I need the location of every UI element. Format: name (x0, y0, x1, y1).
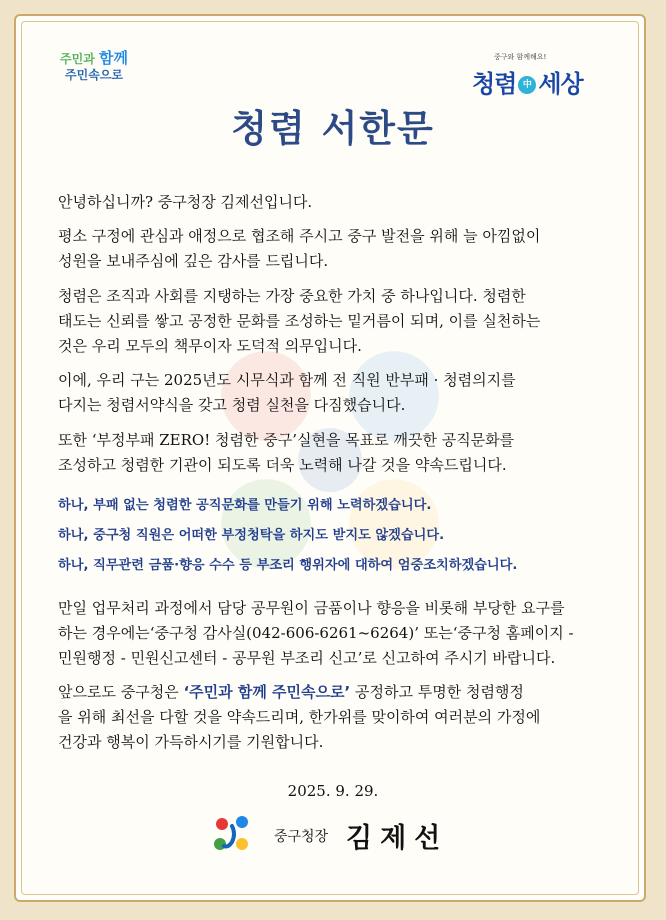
slogan-line1-b: 함께 (98, 49, 128, 67)
signature-block (210, 812, 470, 856)
clean-logo-emblem: 中 (518, 76, 536, 94)
clean-logo-tagline: 중구와 함께해요! (494, 53, 547, 61)
thanks-paragraph: 평소 구정에 관심과 애정으로 협조해 주시고 중구 발전을 위해 늘 아낌없이 성원을 보내주심에 깊은 감사를 드립니다. (58, 227, 541, 270)
closing-after: 공정하고 투명한 청렴행정 을 위해 최선을 다할 것을 약속드리며, 한가위를 맞이하여 여러분의 가정에 건강과 행복이 가득하시기를 기원합니다. (58, 683, 541, 751)
integrity-paragraph: 청렴은 조직과 사회를 지탱하는 가장 중요한 가치 중 하나입니다. 청렴한 태도는 신뢰를 쌓고 공정한 문화를 조성하는 밑거름이 되며, 이를 실천하는 것은 우리 모두의 책무이자 도덕적 의무입니다. (58, 287, 541, 355)
slogan-logo (56, 50, 132, 83)
clean-logo-left: 청렴 (472, 70, 517, 98)
pledge-item: 하나, 직무관련 금품·향응 수수 등 부조리 행위자에 대하여 엄중조치하겠습니다. (58, 558, 518, 573)
slogan-line2: 주민속으로 (65, 68, 123, 82)
slogan-line1-a: 주민과 (60, 52, 99, 66)
closing-before: 앞으로도 중구청은 (58, 683, 184, 701)
report-paragraph: 만일 업무처리 과정에서 담당 공무원이 금품이나 향응을 비롯해 부당한 요구를 하는 경우에는‘중구청 감사실(042-606-6261~6264)’ 또는‘중구청 홈페이지 - 민원행정 - 민원신고센터 - 공무원 부조리 신고’로 신고하여 주시기 바랍니다. (58, 599, 574, 667)
letter-title: 청렴 서한문 (231, 106, 435, 150)
clean-logo-right: 세상 (538, 70, 583, 98)
goal-paragraph: 또한 ‘부정부패 ZERO! 청렴한 중구’실현을 목표로 깨끗한 공직문화를 조성하고 청렴한 기관이 되도록 더욱 노력해 나갈 것을 약속드립니다. (58, 431, 515, 474)
closing-highlight: ‘주민과 함께 주민속으로’ (183, 683, 351, 701)
jung-gu-emblem-icon (210, 812, 254, 856)
pledge-ceremony-paragraph: 이에, 우리 구는 2025년도 시무식과 함께 전 직원 반부패 · 청렴의지를 다지는 청렴서약식을 갖고 청렴 실천을 다짐했습니다. (58, 371, 516, 414)
closing-paragraph (58, 680, 614, 755)
pledge-item: 하나, 중구청 직원은 어떠한 부정청탁을 하지도 받지도 않겠습니다. (58, 528, 445, 543)
pledge-item: 하나, 부패 없는 청렴한 공직문화를 만들기 위해 노력하겠습니다. (58, 498, 432, 513)
greeting-paragraph: 안녕하십니까? 중구청장 김제선입니다. (58, 193, 313, 211)
signature-name: 김제선 (346, 823, 449, 854)
letter-date: 2025. 9. 29. (287, 782, 379, 800)
signature-office: 중구청장 (274, 829, 329, 845)
